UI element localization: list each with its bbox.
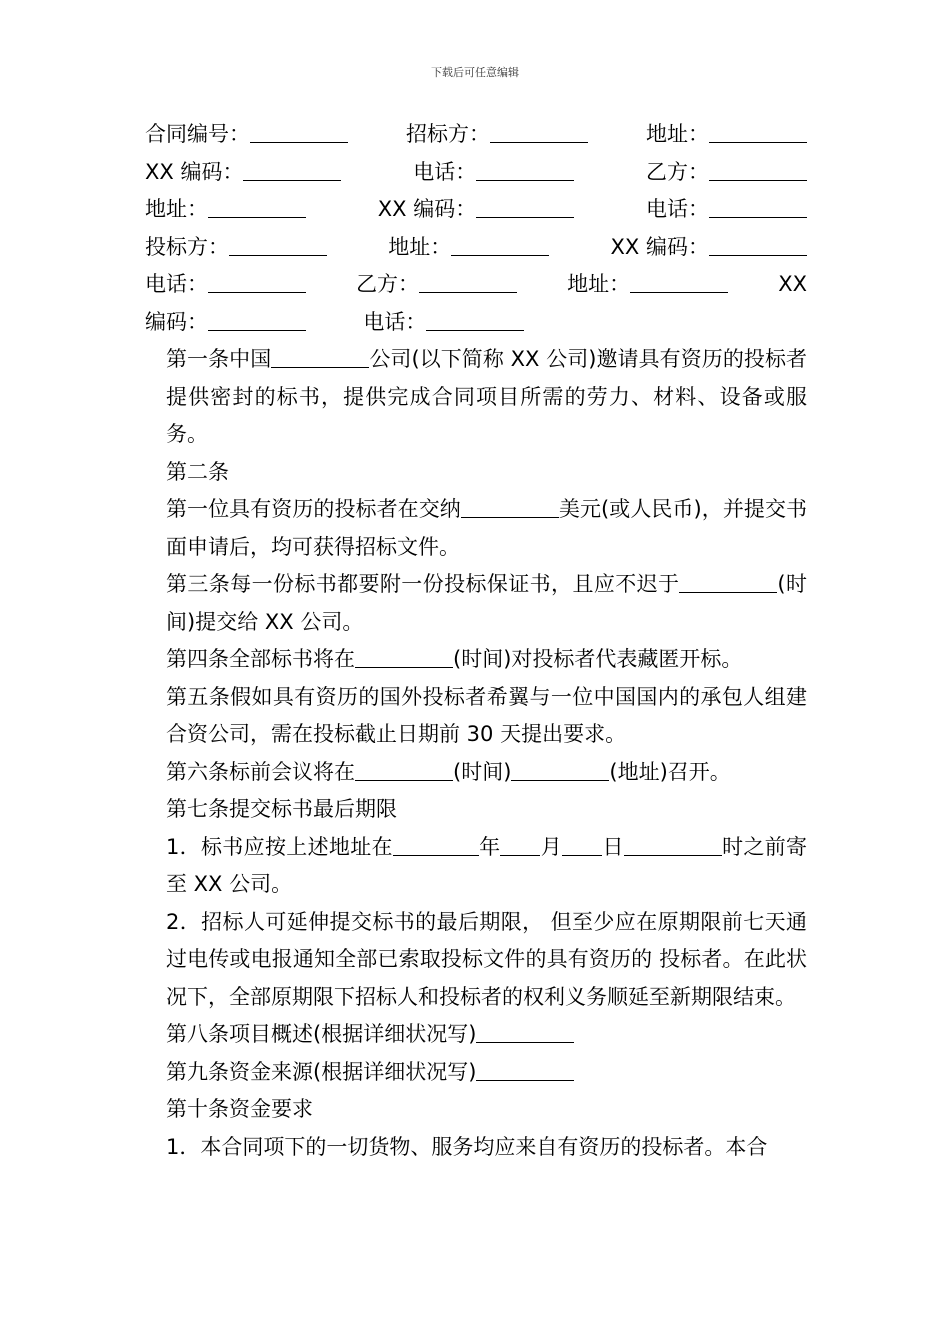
blank-line[interactable] [461,496,559,518]
field-row-5 [145,266,807,304]
blank-line[interactable] [271,346,369,368]
blank-line[interactable] [208,196,306,218]
postcode-field: XX 编码： [378,191,574,229]
blank-line[interactable] [250,121,348,143]
postcode-label-prefix: XX [778,272,807,296]
article-7-item-2: 2．招标人可延伸提交标书的最后期限， 但至少应在原期限前七天通过电传或电报通知全部已索取投标文件的具有资历的 投标者。在此状况下，全部原期限下招标人和投标者的权利义务顺延至新期限结束。 [166,909,807,1009]
article-10-item-1: 1．本合同项下的一切货物、服务均应来自有资历的投标者。本合 [166,1134,768,1159]
blank-line[interactable] [476,159,574,181]
article-6: 第六条标前会议将在 (时间) (地址)召开。 [166,759,731,784]
phone-field: 电话： [413,154,574,192]
blank-line[interactable] [709,196,807,218]
contract-body [145,116,807,1166]
article-2-heading: 第二条 [166,459,229,484]
blank-line[interactable] [562,834,602,856]
address-field: 地址： [646,116,807,154]
blank-line[interactable] [709,121,807,143]
address-field: 地址： [388,229,549,267]
article-2-body: 第一位具有资历的投标者在交纳 美元(或人民币)，并提交书面申请后，均可获得招标文件。 [166,497,808,559]
blank-line[interactable] [393,834,479,856]
article-7-item-1: 1．标书应按上述地址在 年 月 日 时之前寄至 XX 公司。 [166,834,808,896]
article-3: 第三条每一份标书都要附一份投标保证书，且应不迟于 (时间)提交给 XX 公司。 [166,572,807,634]
blank-line[interactable] [355,646,453,668]
field-row-2 [145,154,807,192]
party-b-field: 乙方： [356,266,517,304]
article-5: 第五条假如具有资历的国外投标者希翼与一位中国国内的承包人组建合资公司，需在投标截止日期前 30 天提出要求。 [166,684,807,746]
blank-line[interactable] [490,121,588,143]
article-9: 第九条资金来源(根据详细状况写) [145,1054,807,1092]
blank-line[interactable] [355,759,453,781]
blank-line[interactable] [624,834,722,856]
article-4: 第四条全部标书将在 (时间)对投标者代表藏匿开标。 [166,647,743,671]
article-1: 第一条中国 公司(以下简称 XX 公司)邀请具有资历的投标者提供密封的标书，提供完成合同项目所需的劳力、材料、设备或服务。 [166,347,807,446]
phone-field: 电话： [363,310,524,334]
postcode-field: XX 编码： [611,229,807,267]
field-row-6 [145,304,807,342]
address-field: 地址： [567,266,728,304]
blank-line[interactable] [451,234,549,256]
article-8: 第八条项目概述(根据详细状况写) [145,1016,807,1054]
party-b-field: 乙方： [646,154,807,192]
blank-line[interactable] [426,309,524,331]
field-row-4 [145,229,807,267]
address-field: 地址： [145,191,306,229]
blank-line[interactable] [630,271,728,293]
blank-line[interactable] [208,309,306,331]
contract-number-field: 合同编号： [145,116,348,154]
blank-line[interactable] [511,759,609,781]
field-row-1 [145,116,807,154]
postcode-field: XX 编码： [145,154,341,192]
blank-line[interactable] [229,234,327,256]
blank-line[interactable] [243,159,341,181]
blank-line[interactable] [476,1059,574,1081]
tenderer-field: 招标方： [406,116,588,154]
postcode-field: 编码： [145,310,306,334]
phone-field: 电话： [646,191,807,229]
field-row-3 [145,191,807,229]
blank-line[interactable] [679,571,777,593]
blank-line[interactable] [500,834,540,856]
page-header: 下载后可任意编辑 [431,66,519,79]
blank-line[interactable] [419,271,517,293]
blank-line[interactable] [476,196,574,218]
blank-line[interactable] [709,159,807,181]
bidder-field: 投标方： [145,229,327,267]
phone-field: 电话： [145,266,306,304]
article-10-heading: 第十条资金要求 [166,1097,313,1121]
blank-line[interactable] [709,234,807,256]
blank-line[interactable] [208,271,306,293]
article-7-heading: 第七条提交标书最后期限 [166,797,397,821]
blank-line[interactable] [476,1021,574,1043]
